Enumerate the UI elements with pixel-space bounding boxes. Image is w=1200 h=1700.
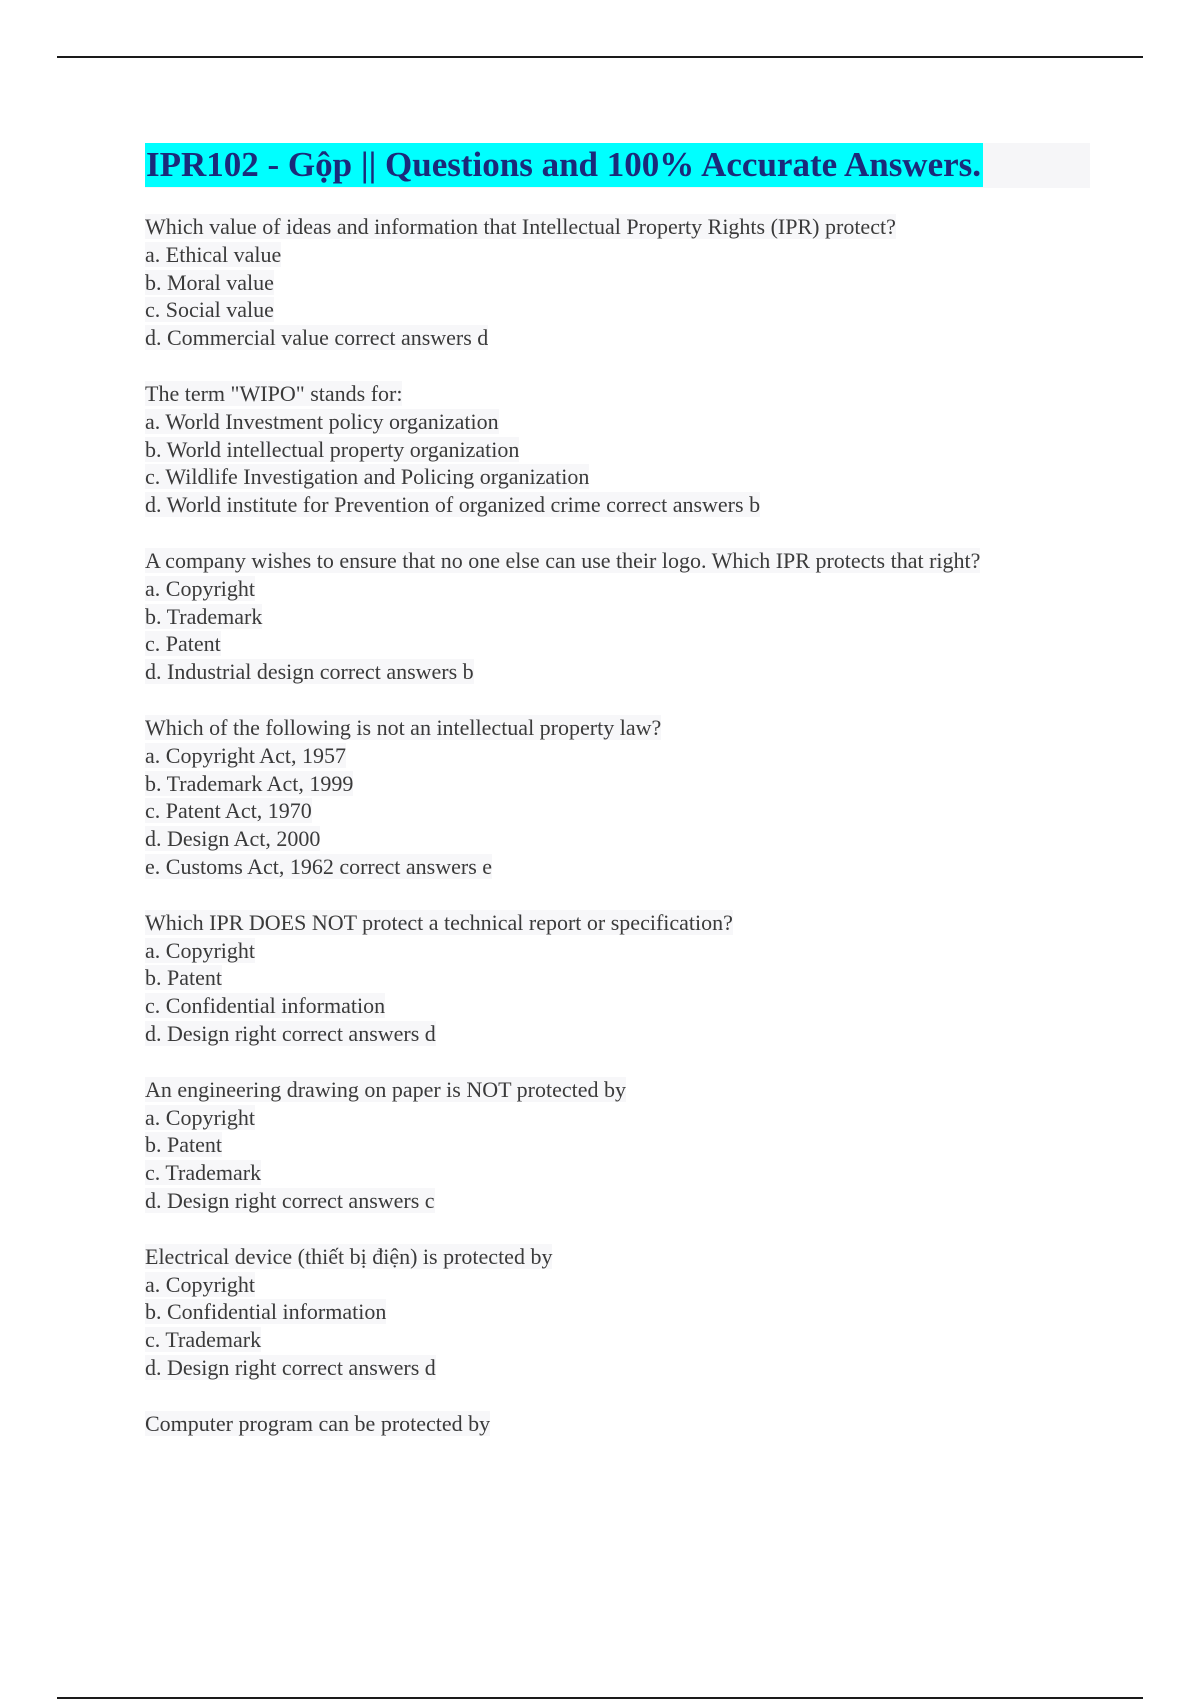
answer-option: e. Customs Act, 1962 correct answers e (145, 853, 493, 879)
question-block (145, 213, 1095, 352)
document-title: IPR102 - Gộp || Questions and 100% Accurate Answers. (145, 143, 983, 187)
question-text: A company wishes to ensure that no one else can use their logo. Which IPR protects that right? (145, 547, 981, 573)
answer-option: d. Design right correct answers d (145, 1020, 436, 1046)
question-block (145, 380, 1095, 519)
question-block (145, 547, 1095, 686)
answer-option: c. Wildlife Investigation and Policing organization (145, 464, 590, 490)
answer-option: c. Confidential information (145, 993, 386, 1019)
question-block (145, 909, 1095, 1048)
answer-option: d. Design Act, 2000 (145, 826, 321, 852)
question-text: The term "WIPO" stands for: (145, 380, 403, 406)
question-text: Electrical device (thiết bị điện) is protected by (145, 1243, 553, 1269)
answer-option: c. Trademark (145, 1160, 262, 1186)
question-text: Which IPR DOES NOT protect a technical report or specification? (145, 909, 733, 935)
answer-option: d. Industrial design correct answers b (145, 659, 474, 685)
answer-option: a. Copyright (145, 575, 255, 601)
answer-option: b. Patent (145, 965, 222, 991)
answer-option: b. Patent (145, 1132, 222, 1158)
answer-option: c. Patent (145, 631, 221, 657)
answer-option: a. Copyright (145, 1271, 255, 1297)
question-text: Computer program can be protected by (145, 1410, 491, 1436)
answer-option: a. Copyright Act, 1957 (145, 742, 347, 768)
answer-option: c. Patent Act, 1970 (145, 798, 312, 824)
question-text: Which of the following is not an intellectual property law? (145, 714, 662, 740)
answer-option: d. Design right correct answers c (145, 1187, 435, 1213)
question-text: An engineering drawing on paper is NOT protected by (145, 1076, 627, 1102)
question-text: Which value of ideas and information that Intellectual Property Rights (IPR) protect? (145, 214, 896, 239)
answer-option: a. World Investment policy organization (145, 408, 499, 434)
answer-option: b. World intellectual property organization (145, 436, 520, 462)
top-rule (57, 56, 1143, 58)
answer-option: a. Copyright (145, 1104, 255, 1130)
question-block (145, 1243, 1095, 1382)
document-body (145, 143, 1095, 1465)
bottom-rule (57, 1697, 1143, 1699)
answer-option: c. Trademark (145, 1327, 262, 1353)
answer-option: b. Confidential information (145, 1299, 387, 1325)
answer-option: c. Social value (145, 297, 274, 323)
answer-option: b. Trademark (145, 603, 263, 629)
answer-option: d. Commercial value correct answers d (145, 325, 489, 351)
answer-option: d. Design right correct answers d (145, 1354, 436, 1380)
answer-option: a. Copyright (145, 937, 255, 963)
question-block (145, 714, 1095, 881)
question-list (145, 213, 1095, 1437)
answer-option: b. Moral value (145, 269, 274, 295)
answer-option: a. Ethical value (145, 241, 282, 267)
question-block (145, 1076, 1095, 1215)
question-block (145, 1410, 1095, 1438)
title-bar (145, 143, 1090, 188)
answer-option: b. Trademark Act, 1999 (145, 770, 354, 796)
answer-option: d. World institute for Prevention of organized crime correct answers b (145, 492, 761, 518)
